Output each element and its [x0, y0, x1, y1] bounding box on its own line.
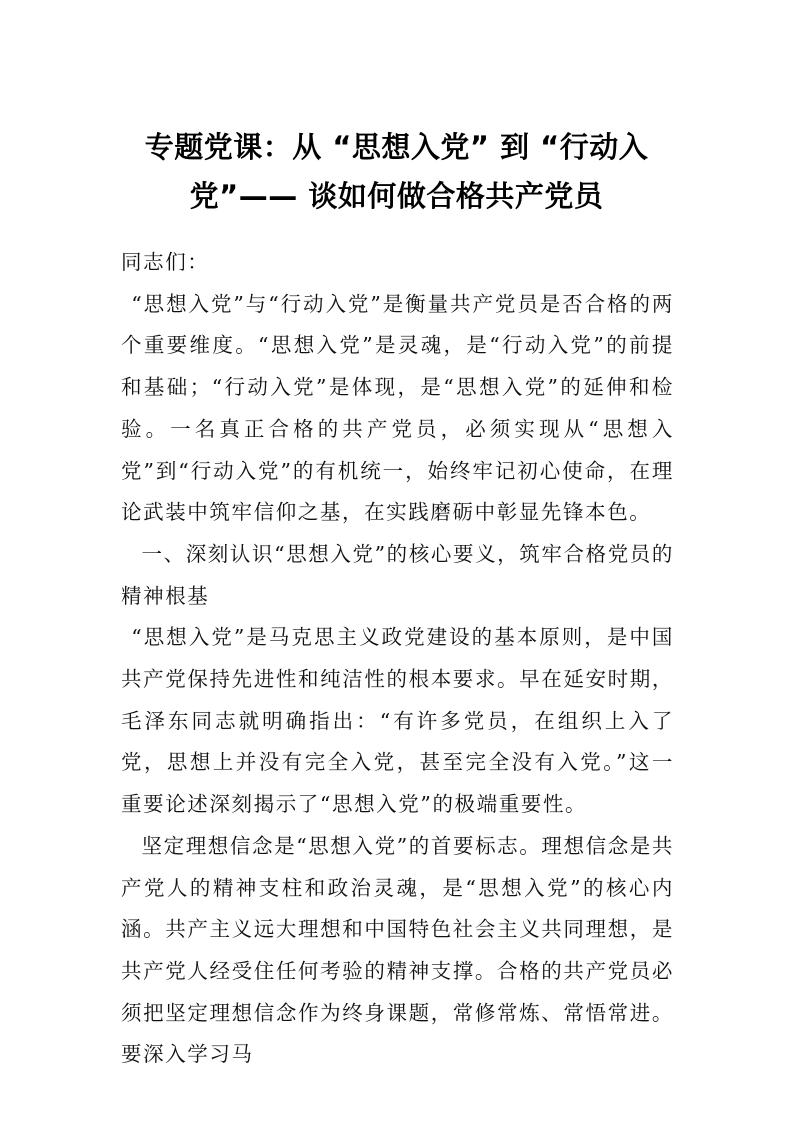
- paragraph-intro: “思想入党”与“行动入党”是衡量共产党员是否合格的两个重要维度。“思想入党”是灵魂，是“行动入党”的前提和基础；“行动入党”是体现，是“思想入党”的延伸和检验。一名真正合格的共产党员，必须实现从“思想入党”到“行动入党”的有机统一，始终牢记初心使命，在理论武装中筑牢信仰之基，在实践磨砺中彰显先锋本色。: [121, 291, 674, 525]
- document-title: 专题党课：从 “思想入党” 到 “行动入党”—— 谈如何做合格共产党员: [144, 130, 649, 213]
- paragraph-thought-principle: “思想入党”是马克思主义政党建设的基本原则，是中国共产党保持先进性和纯洁性的根本要求。早在延安时期，毛泽东同志就明确指出：“有许多党员，在组织上入了党，思想上并没有完全入党，甚至完全没有入党。”这一重要论述深刻揭示了“思想入党”的极端重要性。: [121, 625, 674, 817]
- document-body: [121, 242, 674, 1076]
- section-heading-1: 一、深刻认识“思想入党”的核心要义，筑牢合格党员的精神根基: [121, 541, 674, 608]
- paragraph-ideals-beliefs: 坚定理想信念是“思想入党”的首要标志。理想信念是共产党人的精神支柱和政治灵魂，是“思想入党”的核心内涵。共产主义远大理想和中国特色社会主义共同理想，是共产党人经受住任何考验的精神支撑。合格的共产党员必须把坚定理想信念作为终身课题，常修常炼、常悟常进。要深入学习马: [121, 833, 674, 1067]
- salutation: 同志们：: [121, 250, 210, 274]
